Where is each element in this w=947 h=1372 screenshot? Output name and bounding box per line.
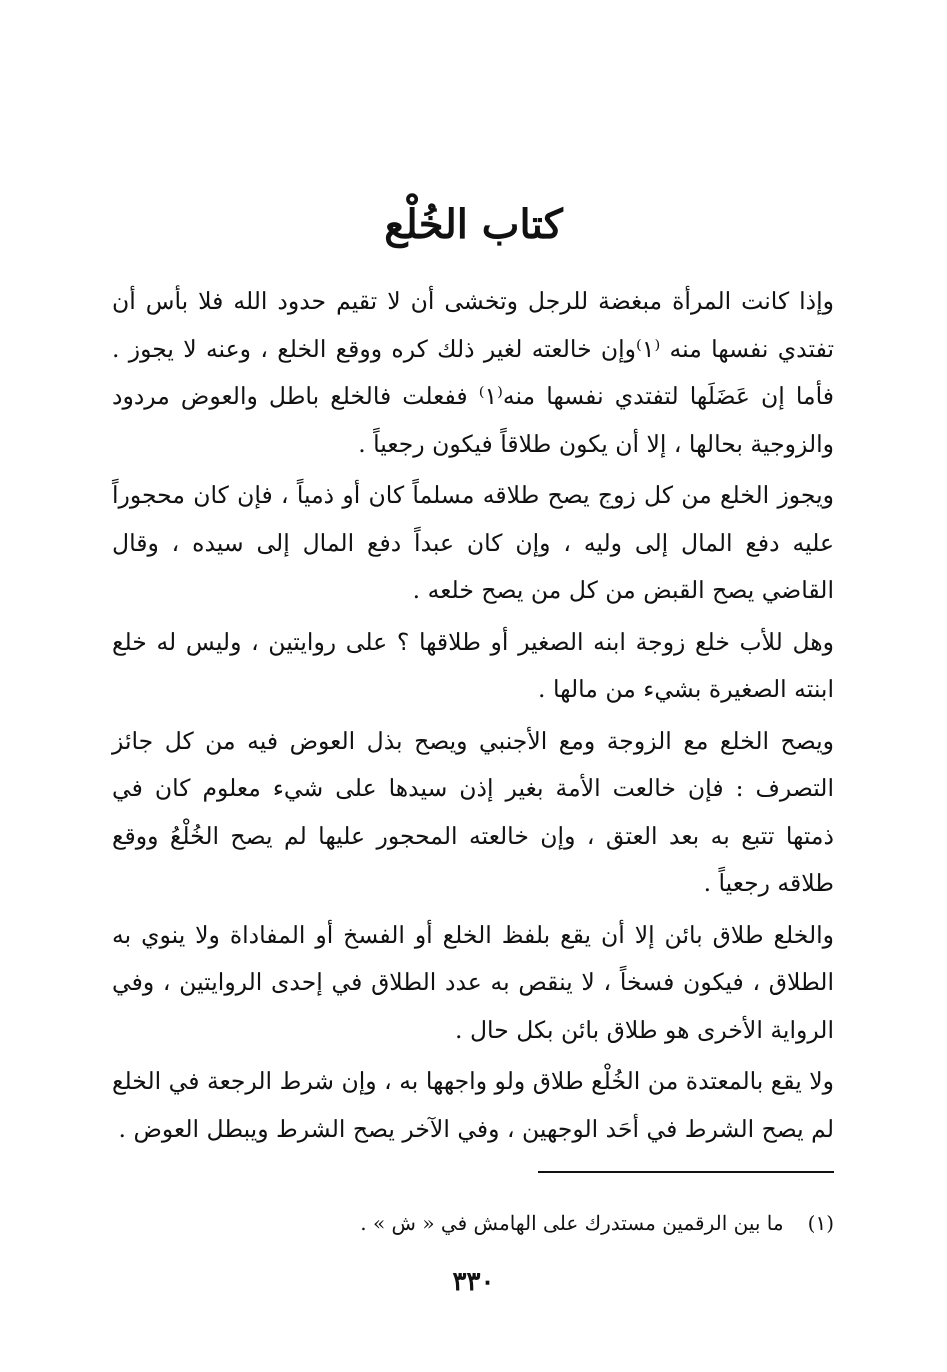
paragraph-6: ولا يقع بالمعتدة من الخُلْع طلاق ولو واجهها به ، وإن شرط الرجعة في الخلع لم يصح الشرط في أحَد الوجهين ، وفي الآخر يصح الشرط ويبطل العوض . bbox=[112, 1067, 834, 1143]
paragraph-2: ويجوز الخلع من كل زوج يصح طلاقه مسلماً كان أو ذمياً ، فإن كان محجوراً عليه دفع المال إلى وليه ، وإن كان عبداً دفع المال إلى سيده ، وقال القاضي يصح القبض من كل من يصح خلعه . bbox=[112, 481, 834, 604]
paragraph-3: وهل للأب خلع زوجة ابنه الصغير أو طلاقها ؟ على روايتين ، وليس له خلع ابنته الصغيرة بشيء من مالها . bbox=[112, 627, 834, 703]
footnote bbox=[112, 1206, 834, 1240]
footnote-text: ما بين الرقمين مستدرك على الهامش في « ش » . bbox=[360, 1211, 784, 1235]
paragraph-4: ويصح الخلع مع الزوجة ومع الأجنبي ويصح بذل العوض فيه من كل جائز التصرف : فإن خالعت الأمة بغير إذن سيدها على شيء معلوم كان في ذمتها تتبع به بعد العتق ، وإن خالعته المحجور عليها لم يصح الخُلْعُ ووقع طلاقه رجعياً . bbox=[112, 726, 834, 897]
page-number: ٣٣٠ bbox=[452, 1267, 495, 1297]
body-text bbox=[112, 278, 834, 1153]
paragraph-5: والخلع طلاق بائن إلا أن يقع بلفظ الخلع أو الفسخ أو المفاداة ولا ينوي به الطلاق ، فيكون فسخاً ، لا ينقص به عدد الطلاق في إحدى الروايتين ، وفي الرواية الأخرى هو طلاق بائن بكل حال . bbox=[112, 920, 834, 1044]
paragraph-1: وإذا كانت المرأة مبغضة للرجل وتخشى أن لا تقيم حدود الله فلا بأس أن تفتدي نفسها منه ⁽١⁾وإن خالعته لغير ذلك كره ووقع الخلع ، وعنه لا يجوز . فأما إن عَضَلَها لتفتدي نفسها منه⁽١⁾ ففعلت فالخلع باطل والعوض مردود والزوجية بحالها ، إلا أن يكون طلاقاً فيكون رجعياً . bbox=[112, 287, 835, 458]
chapter-title: كتاب الخُلْع bbox=[384, 201, 563, 248]
footnote-divider bbox=[538, 1171, 834, 1173]
footnote-number: (١) bbox=[807, 1211, 834, 1235]
